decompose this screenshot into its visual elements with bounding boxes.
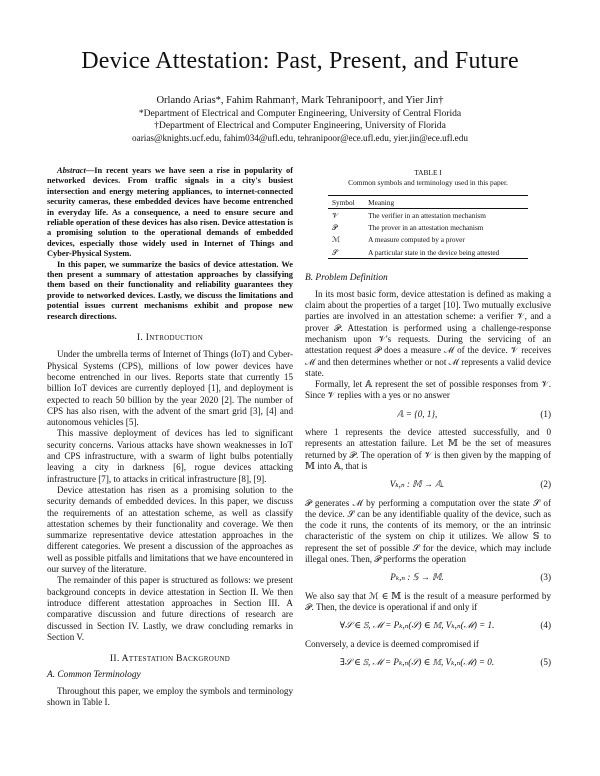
- table-cell-meaning: A particular state in the device being attested: [368, 247, 500, 257]
- table-header-row: [328, 196, 528, 209]
- terminology-paragraph: Throughout this paper, we employ the symbols and terminology shown in Table I.: [47, 685, 293, 707]
- table-cell-meaning: The prover in an attestation mechanism: [368, 223, 484, 233]
- equation-number: (4): [540, 620, 551, 631]
- equation-1: [305, 409, 551, 420]
- table-cell-symbol: 𝒮: [332, 247, 338, 257]
- problem-paragraph-5: We also say that ℳ ∈ 𝕄 is the result of a measure performed by 𝒫. Then, the device is operational if and only if: [305, 590, 551, 612]
- author-list: Orlando Arias*, Fahim Rahman†, Mark Tehranipoor†, and Yier Jin†: [156, 95, 444, 106]
- equation-3: [305, 572, 551, 583]
- problem-paragraph-6: Conversely, a device is deemed compromised if: [305, 638, 479, 649]
- equation-text: ∃𝒮 ∈ 𝕊, ℳ = Pₖ,ₙ(𝒮) ∈ 𝕄, Vₖ,ₙ(ℳ) = 0.: [339, 656, 495, 667]
- equation-text: 𝔸 = {0, 1},: [396, 408, 438, 419]
- equation-2: [305, 479, 551, 490]
- abstract-paragraph-2: In this paper, we summarize the basics of device attestation. We then present a summary of attestation approaches by classifying them based on their functionality and reliability guarantees they provide to networked devices. Lastly, we discuss the limitations and potential issues current mechanisms exhibit and propose new research directions.: [47, 259, 293, 321]
- intro-paragraph-4: The remainder of this paper is structured as follows: we present background concepts in device attestation in Section II. We then introduce different attestation approaches in Section III. A comparative discussion and future directions of research are discussed in Section IV. Lastly, we draw concluding remarks in Section V.: [47, 575, 293, 642]
- right-column: [305, 168, 551, 675]
- table-row: [328, 246, 528, 259]
- equation-text: Pₖ,ₙ : 𝕊 → 𝕄.: [390, 572, 444, 583]
- table-cell-symbol: ℳ: [332, 235, 340, 245]
- abstract: [47, 166, 293, 322]
- intro-paragraph-2: This massive deployment of devices has led to significant security concerns. Various attacks have shown weaknesses in IoT and CPS infrastructure, with a swarm of light bulbs potentially leaving a city in darkness [6], rogue devices attacking infrastructure [7], to attacks in critical infrastructure [8], [9].: [47, 428, 293, 484]
- equation-text: Vₖ,ₙ : 𝕄 → 𝔸.: [389, 479, 445, 490]
- section-heading-introduction: I. Introduction: [136, 332, 204, 344]
- subsection-heading-terminology: A. Common Terminology: [47, 670, 141, 681]
- equation-text: ∀𝒮 ∈ 𝕊, ℳ = Pₖ,ₙ(𝒮) ∈ 𝕄, Vₖ,ₙ(ℳ) = 1.: [339, 620, 495, 631]
- table-caption: Common symbols and terminology used in this paper.: [348, 177, 508, 187]
- table-row: [328, 222, 528, 234]
- problem-paragraph-1: In its most basic form, device attestation is defined as making a claim about the properties of a target [10]. Two mutually exclusive parties are involved in an attestation scheme: a verifier 𝒱, and a prover 𝒫. Attestation is performed using a challenge-response mechanism upon 𝒱's requests. During the servicing of an attestation request 𝒫 does a measure ℳ of the device. 𝒱 receives ℳ and then determines whether or not ℳ represents a valid device state.: [305, 288, 551, 378]
- table-cell-meaning: The verifier in an attestation mechanism: [368, 210, 486, 220]
- equation-4: [305, 620, 551, 631]
- paper-title: Device Attestation: Past, Present, and Future: [81, 48, 519, 74]
- equation-5: [305, 657, 551, 668]
- intro-paragraph-1: Under the umbrella terms of Internet of Things (IoT) and Cyber-Physical Systems (CPS), millions of low power devices have become entrenched in our lives. Reports state that currently 15 billion IoT devices are currently deployed [1], and deployment is expected to reach 50 billion by the year 2020 [2]. The number of CPS has also risen, with the advent of the smart grid [3], [4] and autonomous vehicles [5].: [47, 349, 293, 428]
- affiliation-ucf: *Department of Electrical and Computer Engineering, University of Central Florida: [138, 108, 462, 119]
- table-row: [328, 234, 528, 246]
- table-row: [328, 209, 528, 222]
- intro-paragraph-3: Device attestation has risen as a promising solution to the security demands of embedded devices. In this paper, we discuss the requirements of an attestation scheme, as well as classify attestation schemes by their functionality and coverage. We then summarize representative device attestation approaches in the different categories. We present a discussion of the approaches as well as possible pitfalls and limitations that we have encountered in our survey of the literature.: [47, 484, 293, 575]
- equation-number: (5): [540, 656, 551, 667]
- author-emails: oarias@knights.ucf.edu, fahim034@ufl.edu, tehranipoor@ece.ufl.edu, yier.jin@ece.ufl.edu: [132, 133, 468, 143]
- abstract-lead: Abstract: [57, 166, 86, 175]
- equation-number: (1): [540, 408, 551, 419]
- abstract-text: —In recent years we have seen a rise in popularity of networked devices. From traffic signals in a city's busiest intersection and energy metering appliances, to internet-connected security cameras, these embedded devices have become entrenched in everyday life. As a consequence, a need to ensure secure and reliable operation of these devices has also risen. Device attestation is a promising solution to the operational demands of embedded devices, especially those widely used in Internet of Things and Cyber-Physical System.: [47, 166, 293, 259]
- problem-paragraph-4: 𝒫 generates ℳ by performing a computation over the state 𝒮 of the device. 𝒮 can be any identifiable quality of the device, such as the code it runs, the contents of its memory, or the an intrinsic characteristic of the system on chip it utilizes. We allow 𝕊 to represent the set of possible 𝒮 for the device, which may include illegal ones. Then, 𝒫 performs the operation: [305, 497, 551, 565]
- table-cell-symbol: 𝒫: [332, 223, 338, 233]
- left-column: [47, 166, 293, 708]
- table-header-cell: Meaning: [368, 197, 395, 207]
- table-cell-meaning: A measure computed by a prover: [368, 235, 465, 245]
- equation-number: (3): [540, 572, 551, 583]
- symbols-table: [328, 195, 528, 259]
- table-header-cell: Symbol: [332, 197, 355, 207]
- problem-paragraph-2: Formally, let 𝔸 represent the set of possible responses from 𝒱. Since 𝒱 replies with a yes or no answer: [305, 379, 551, 401]
- affiliation-uf: †Department of Electrical and Computer Engineering, University of Florida: [154, 120, 446, 131]
- table-cell-symbol: 𝒱: [332, 210, 339, 220]
- abstract-paragraph: [47, 166, 293, 260]
- problem-paragraph-3: where 1 represents the device attested successfully, and 0 represents an attestation failure. Let 𝕄 be the set of measures returned by 𝒫. The operation of 𝒱 is then given by the mapping of 𝕄 into 𝔸, that is: [305, 427, 551, 471]
- equation-number: (2): [540, 479, 551, 490]
- section-heading-background: II. Attestation Background: [109, 653, 231, 665]
- subsection-heading-problem: B. Problem Definition: [305, 273, 388, 284]
- table-label: TABLE I: [414, 168, 442, 177]
